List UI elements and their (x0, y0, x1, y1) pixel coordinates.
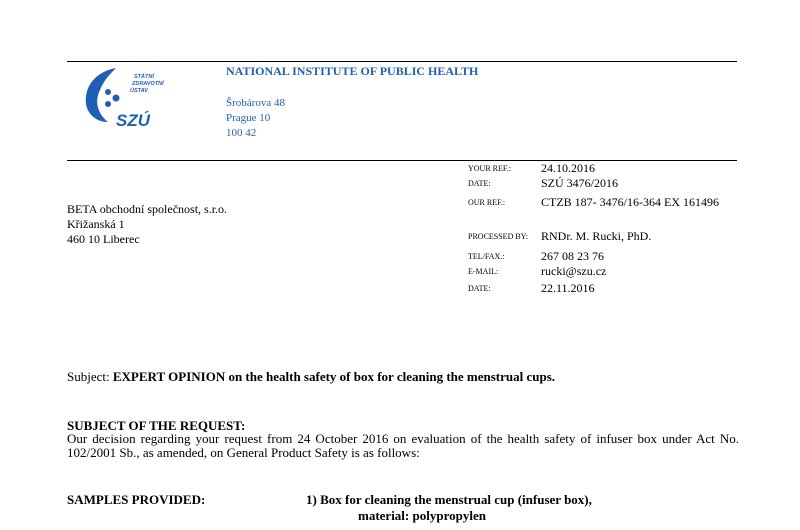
meta-row (468, 177, 738, 196)
logo-text-line3: ÚSTAV (130, 88, 148, 94)
meta-label-our-ref: OUR REF.: (468, 198, 506, 207)
meta-row (468, 265, 738, 282)
institute-address (226, 96, 285, 141)
header-rule (67, 160, 737, 161)
recipient-city: 460 10 Liberec (67, 232, 140, 246)
reference-block (468, 162, 738, 297)
meta-value-date-2: 22.11.2016 (541, 281, 595, 295)
meta-value-tel: 267 08 23 76 (541, 249, 604, 263)
meta-row (468, 162, 738, 177)
recipient-street: Křižanská 1 (67, 217, 125, 231)
subject-line (67, 369, 555, 385)
meta-label-date: DATE: (468, 179, 491, 188)
samples-line1: 1) Box for cleaning the menstrual cup (infuser box), (306, 492, 592, 507)
meta-value-your-ref: 24.10.2016 (541, 161, 595, 175)
meta-label-date-2: DATE: (468, 284, 491, 293)
meta-row (468, 250, 738, 265)
request-heading: SUBJECT OF THE REQUEST: (67, 418, 246, 433)
recipient-address (67, 202, 227, 247)
szu-logo (78, 66, 178, 136)
institute-city: Prague 10 (226, 112, 271, 124)
meta-value-date: SZÚ 3476/2016 (541, 176, 619, 190)
meta-label-your-ref: YOUR REF.: (468, 164, 511, 173)
meta-label-tel: TEL/FAX.: (468, 252, 505, 261)
institute-zip: 100 42 (226, 127, 257, 139)
logo-acronym: SZÚ (116, 111, 150, 130)
top-rule (67, 61, 737, 62)
samples-label: SAMPLES PROVIDED: (67, 492, 206, 507)
meta-value-our-ref: CTZB 187- 3476/16-364 EX 161496 (541, 195, 719, 209)
request-body: Our decision regarding your request from 24 October 2016 on evaluation of the health safety of infuser box under Act No. 102/2001 Sb., as amended, on General Product Safety is as follows: (67, 431, 739, 460)
logo-text-line2: ZDRAVOTNÍ (132, 81, 164, 87)
institute-street: Šrobárova 48 (226, 97, 285, 109)
logo-text-line1: STÁTNÍ (134, 74, 154, 80)
meta-row (468, 282, 738, 297)
meta-label-processed-by: PROCESSED BY: (468, 232, 528, 241)
institute-name: NATIONAL INSTITUTE OF PUBLIC HEALTH (226, 64, 479, 78)
meta-label-email: E-MAIL: (468, 267, 499, 276)
meta-value-email: rucki@szu.cz (541, 264, 607, 278)
samples-value (306, 492, 592, 524)
recipient-company: BETA obchodní společnost, s.r.o. (67, 202, 228, 216)
subject-prefix: Subject: (67, 369, 113, 384)
meta-row (468, 230, 738, 250)
meta-value-processed-by: RNDr. M. Rucki, PhD. (541, 229, 652, 243)
meta-row (468, 196, 738, 230)
samples-line2: material: polypropylen (358, 508, 486, 523)
subject-text: EXPERT OPINION on the health safety of box for cleaning the menstrual cups. (112, 369, 556, 384)
